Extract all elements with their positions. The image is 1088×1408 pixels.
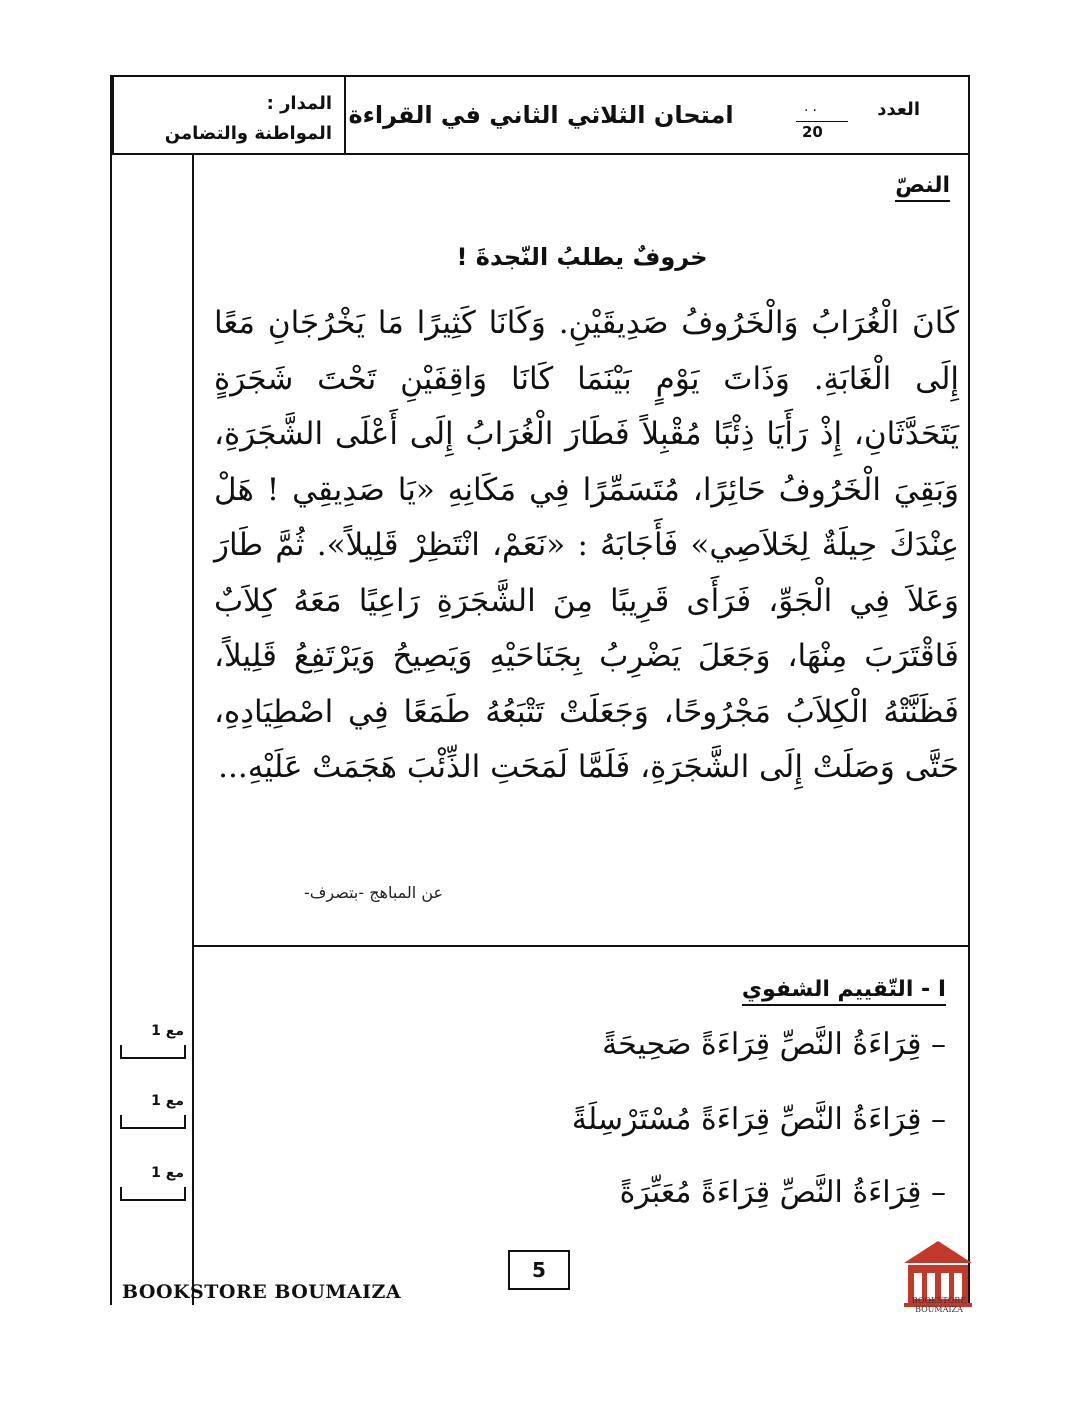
exam-header: [110, 75, 970, 155]
domain-label: المدار :: [266, 93, 332, 114]
oral-item-correct: – قِرَاءَةُ النَّصِّ قِرَاءَةً صَحِيحَةً: [602, 1027, 946, 1062]
exam-sheet: [110, 75, 974, 1305]
score-cell: [736, 77, 968, 153]
mark-label: مع 1: [151, 1093, 184, 1109]
exam-title: امتحان الثلاثي الثاني في القراءة: [348, 101, 734, 129]
score-label: العدد: [877, 99, 920, 120]
score-fraction-line: [796, 121, 848, 122]
mark-bracket: [120, 1187, 186, 1201]
domain-cell: [112, 77, 344, 153]
exam-title-cell: [344, 77, 736, 153]
mark-box: [114, 1093, 188, 1133]
brand-footer: BOOKSTORE BOUMAIZA: [122, 1281, 402, 1303]
mark-bracket: [120, 1045, 186, 1059]
mark-box: [114, 1165, 188, 1205]
oral-item-fluent: – قِرَاءَةُ النَّصِّ قِرَاءَةً مُسْتَرْسِلَةً: [571, 1102, 946, 1137]
page-number: 5: [508, 1250, 570, 1290]
story-title: خروفٌ يطلبُ النّجدةَ !: [456, 243, 708, 271]
mark-box: [114, 1023, 188, 1063]
mark-label: مع 1: [151, 1023, 184, 1039]
mark-label: مع 1: [151, 1165, 184, 1181]
logo-caption: BOOKSTORE BOUMAIZA: [911, 1296, 967, 1314]
domain-value: المواطنة والتضامن: [164, 123, 332, 144]
section-divider: [194, 945, 970, 947]
story-text: كَانَ الْغُرَابُ وَالْخَرُوفُ صَدِيقَيْنِ. وَكَانَا كَثِيرًا مَا يَخْرُجَانِ مَعًا إِلَى الْغَابَةِ. وَذَاتَ يَوْمٍ بَيْنَمَا كَانَا وَاقِفَيْنِ تَحْتَ شَجَرَةٍ يَتَحَدَّثَانِ، إِذْ رَأَيَا ذِئْبًا مُقْبِلاً فَطَارَ الْغُرَابُ إِلَى أَعْلَى الشَّجَرَةِ، وَبَقِيَ الْخَرُوفُ حَائِرًا، مُتَسَمِّرًا فِي مَكَانِهِ «يَا صَدِيقِي ! هَلْ عِنْدَكَ حِيلَةٌ لِخَلاَصِي» فَأَجَابَهُ : «نَعَمْ، انْتَظِرْ قَلِيلاً». ثُمَّ طَارَ وَعَلاَ فِي الْجَوِّ، فَرَأَى قَرِيبًا مِنَ الشَّجَرَةِ رَاعِيًا مَعَهُ كِلاَبٌ فَاقْتَرَبَ مِنْهَا، وَجَعَلَ يَضْرِبُ بِجَنَاحَيْهِ وَيَصِيحُ وَيَرْتَفِعُ قَلِيلاً، فَظَنَّتْهُ الْكِلاَبُ مَجْرُوحًا، وَجَعَلَتْ تَتْبَعُهُ طَمَعًا فِي اصْطِيَادِهِ، حَتَّى وَصَلَتْ إِلَى الشَّجَرَةِ، فَلَمَّا لَمَحَتِ الذِّئْبَ هَجَمَتْ عَلَيْهِ...: [214, 305, 959, 785]
text-heading: النصّ: [895, 173, 950, 202]
mark-bracket: [120, 1115, 186, 1129]
source-citation: عن المباهج -بتصرف-: [304, 883, 444, 902]
score-blank: ..: [804, 99, 821, 115]
oral-heading: I - التّقييم الشفوي: [742, 977, 946, 1006]
score-total: 20: [802, 123, 823, 141]
oral-item-expressive: – قِرَاءَةُ النَّصِّ قِرَاءَةً مُعَبِّرَةً: [619, 1175, 946, 1210]
